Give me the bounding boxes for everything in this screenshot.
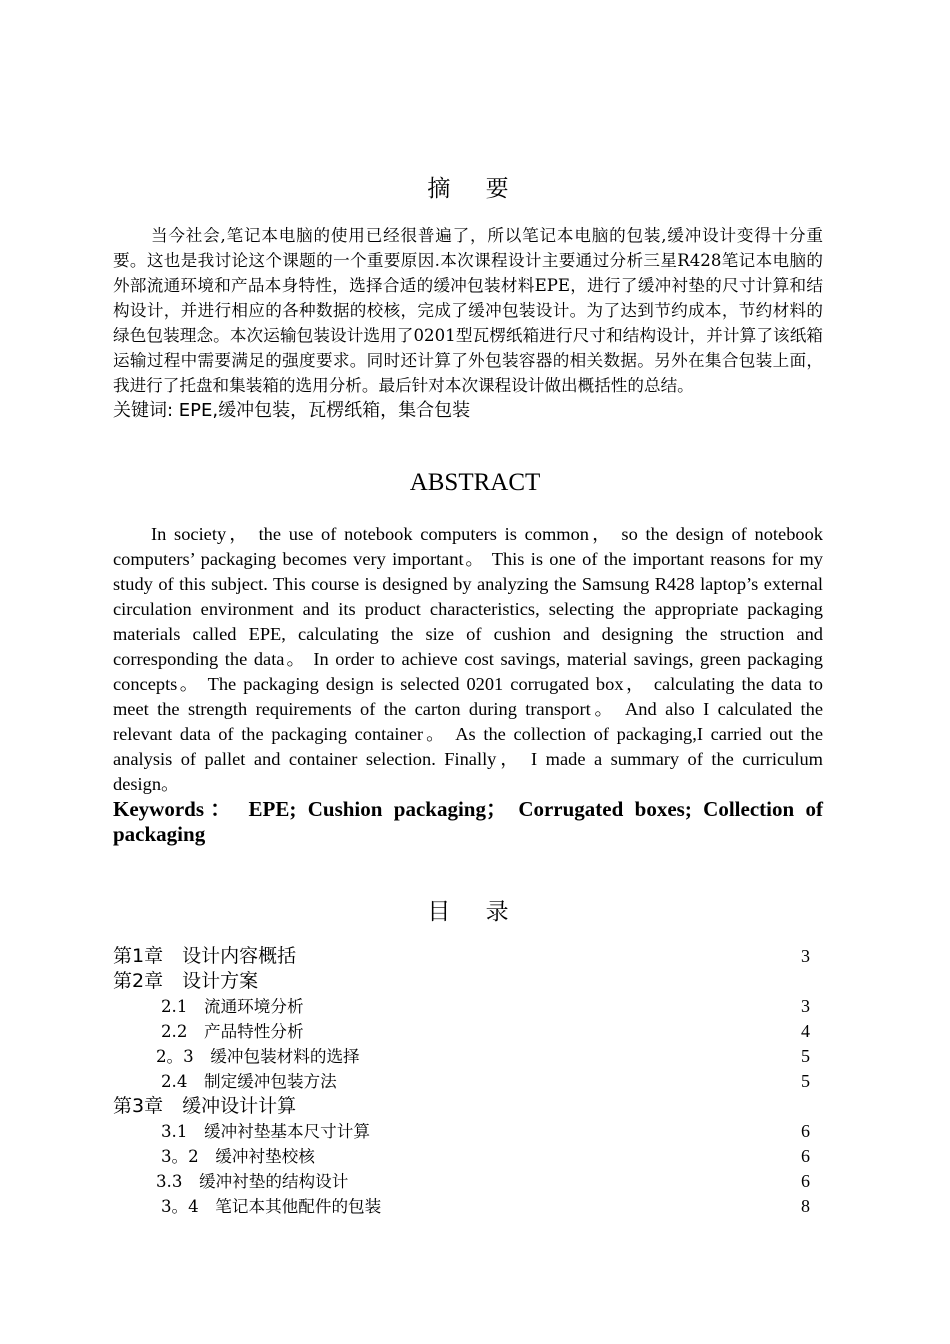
- toc-entry-page: 4: [801, 1021, 810, 1041]
- toc-title: 目 录: [427, 899, 523, 925]
- toc-entry-page: 6: [801, 1171, 810, 1191]
- toc-entry-page: 6: [801, 1146, 810, 1166]
- toc-entry[interactable]: [113, 944, 810, 969]
- abstract-en-title: ABSTRACT: [409, 469, 541, 496]
- toc-entry-page: 8: [801, 1196, 810, 1216]
- toc-entry-label: 2.2 产品特性分析: [161, 1022, 304, 1041]
- toc-entry-label: 2.4 制定缓冲包装方法: [161, 1072, 337, 1091]
- toc-entry[interactable]: [113, 1119, 810, 1144]
- toc-entry[interactable]: [113, 1169, 810, 1194]
- table-of-contents: [113, 944, 810, 1219]
- abstract-en-keywords: Keywords： EPE; Cushion packaging； Corrugated boxes; Collection of packaging: [113, 797, 823, 846]
- toc-entry-label: 3.1 缓冲衬垫基本尺寸计算: [161, 1122, 370, 1141]
- toc-entry[interactable]: [113, 1144, 810, 1169]
- abstract-cn-section: [113, 223, 823, 424]
- toc-entry[interactable]: [113, 994, 810, 1019]
- toc-entry-label: 第1章 设计内容概括: [113, 945, 297, 967]
- toc-entry-page: 3: [801, 996, 810, 1016]
- toc-entry[interactable]: [113, 1069, 810, 1094]
- toc-entry[interactable]: [113, 1044, 810, 1069]
- abstract-cn-keywords: 关键词: EPE,缓冲包装，瓦楞纸箱，集合包装: [113, 400, 471, 421]
- toc-entry[interactable]: [113, 1019, 810, 1044]
- toc-entry-label: 3。2 缓冲衬垫校核: [161, 1147, 315, 1166]
- abstract-cn-body: 当今社会,笔记本电脑的使用已经很普遍了，所以笔记本电脑的包装,缓冲设计变得十分重要。这也是我讨论这个课题的一个重要原因.本次课程设计主要通过分析三星R428笔记本电脑的外部流通环境和产品本身特性，选择合适的缓冲包装材料EPE，进行了缓冲衬垫的尺寸计算和结构设计，并进行相应的各种数据的校核，完成了缓冲包装设计。为了达到节约成本，节约材料的绿色包装理念。本次运输包装设计选用了0201型瓦楞纸箱进行尺寸和结构设计，并计算了该纸箱运输过程中需要满足的强度要求。同时还计算了外包装容器的相关数据。另外在集合包装上面，我进行了托盘和集装箱的选用分析。最后针对本次课程设计做出概括性的总结。: [113, 226, 823, 395]
- toc-entry-page: 3: [801, 946, 810, 966]
- toc-entry[interactable]: [113, 969, 810, 994]
- toc-entry-label: 3。4 笔记本其他配件的包装: [161, 1197, 382, 1216]
- toc-entry-label: 3.3 缓冲衬垫的结构设计: [156, 1172, 349, 1191]
- abstract-en-body: In society， the use of notebook computers is common， so the design of notebook computers’ packaging becomes very important。 This is one of the important reasons for my study of this subject. This course is designed by analyzing the Samsung R428 laptop’s external circulation environment and its product characteristics, selecting the appropriate packaging materials called EPE, calculating the size of cushion and designing the struction and corresponding the data。 In order to achieve cost savings, material savings, green packaging concepts。 The packaging design is selected 0201 corrugated box， calculating the data to meet the strength requirements of the carton during transport。 And also I calculated the relevant data of the packaging container。 As the collection of packaging,I carried out the analysis of pallet and container selection. Finally， I made a summary of the curriculum design。: [113, 524, 823, 794]
- toc-entry-label: 2.1 流通环境分析: [161, 997, 304, 1016]
- toc-entry[interactable]: [113, 1194, 810, 1219]
- toc-entry[interactable]: [113, 1094, 810, 1119]
- toc-entry-page: 5: [801, 1071, 810, 1091]
- toc-entry-page: 6: [801, 1121, 810, 1141]
- abstract-cn-title: 摘 要: [427, 176, 523, 202]
- toc-entry-page: 5: [801, 1046, 810, 1066]
- toc-entry-label: 2。3 缓冲包装材料的选择: [156, 1047, 360, 1066]
- toc-entry-label: 第2章 设计方案: [113, 970, 259, 992]
- abstract-en-section: [113, 522, 823, 847]
- toc-entry-label: 第3章 缓冲设计计算: [113, 1095, 297, 1117]
